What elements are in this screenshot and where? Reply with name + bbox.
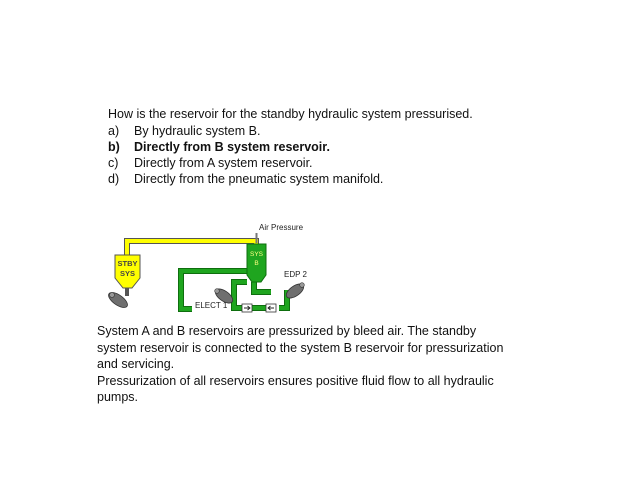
answer-option-a [108,123,588,139]
sysb-b-label: B [254,260,259,267]
standby-supply-line [127,241,256,257]
option-text: Directly from B system reservoir. [134,140,330,154]
explanation-paragraph-2: Pressurization of all reservoirs ensures positive fluid flow to all hydraulic pumps. [97,373,494,404]
system-b-reservoir [247,244,266,282]
question-title: How is the reservoir for the standby hydraulic system pressurised. [108,107,473,121]
stby-sys-label: SYS [119,269,136,278]
option-letter: d) [108,172,120,186]
check-valve [266,304,276,312]
answer-option-b [108,139,588,155]
option-text: Directly from A system reservoir. [134,156,313,170]
option-letter: a) [108,124,120,138]
stby-label: STBY [117,259,138,268]
hydraulic-diagram [104,220,324,320]
check-valve [242,304,252,312]
explanation-paragraph-1: System A and B reservoirs are pressurized by bleed air. The standby system reservoir is connected to the system B reservoir for pressurization and servicing. [97,324,504,371]
option-letter: b) [108,140,120,154]
standby-pump [106,288,130,310]
option-letter: c) [108,156,119,170]
answer-options [108,123,588,187]
option-text: Directly from the pneumatic system manifold. [134,172,384,186]
air-pressure-label: Air Pressure [259,223,304,232]
answer-option-d [108,171,588,187]
answer-option-c [108,155,588,171]
question-block [108,106,588,187]
standby-reservoir [115,255,140,288]
explanation-text [97,323,517,406]
elect-label: ELECT 1 [195,301,228,310]
option-text: By hydraulic system B. [134,124,261,138]
edp-label: EDP 2 [284,270,307,279]
sysb-sys-label: SYS [249,251,264,258]
